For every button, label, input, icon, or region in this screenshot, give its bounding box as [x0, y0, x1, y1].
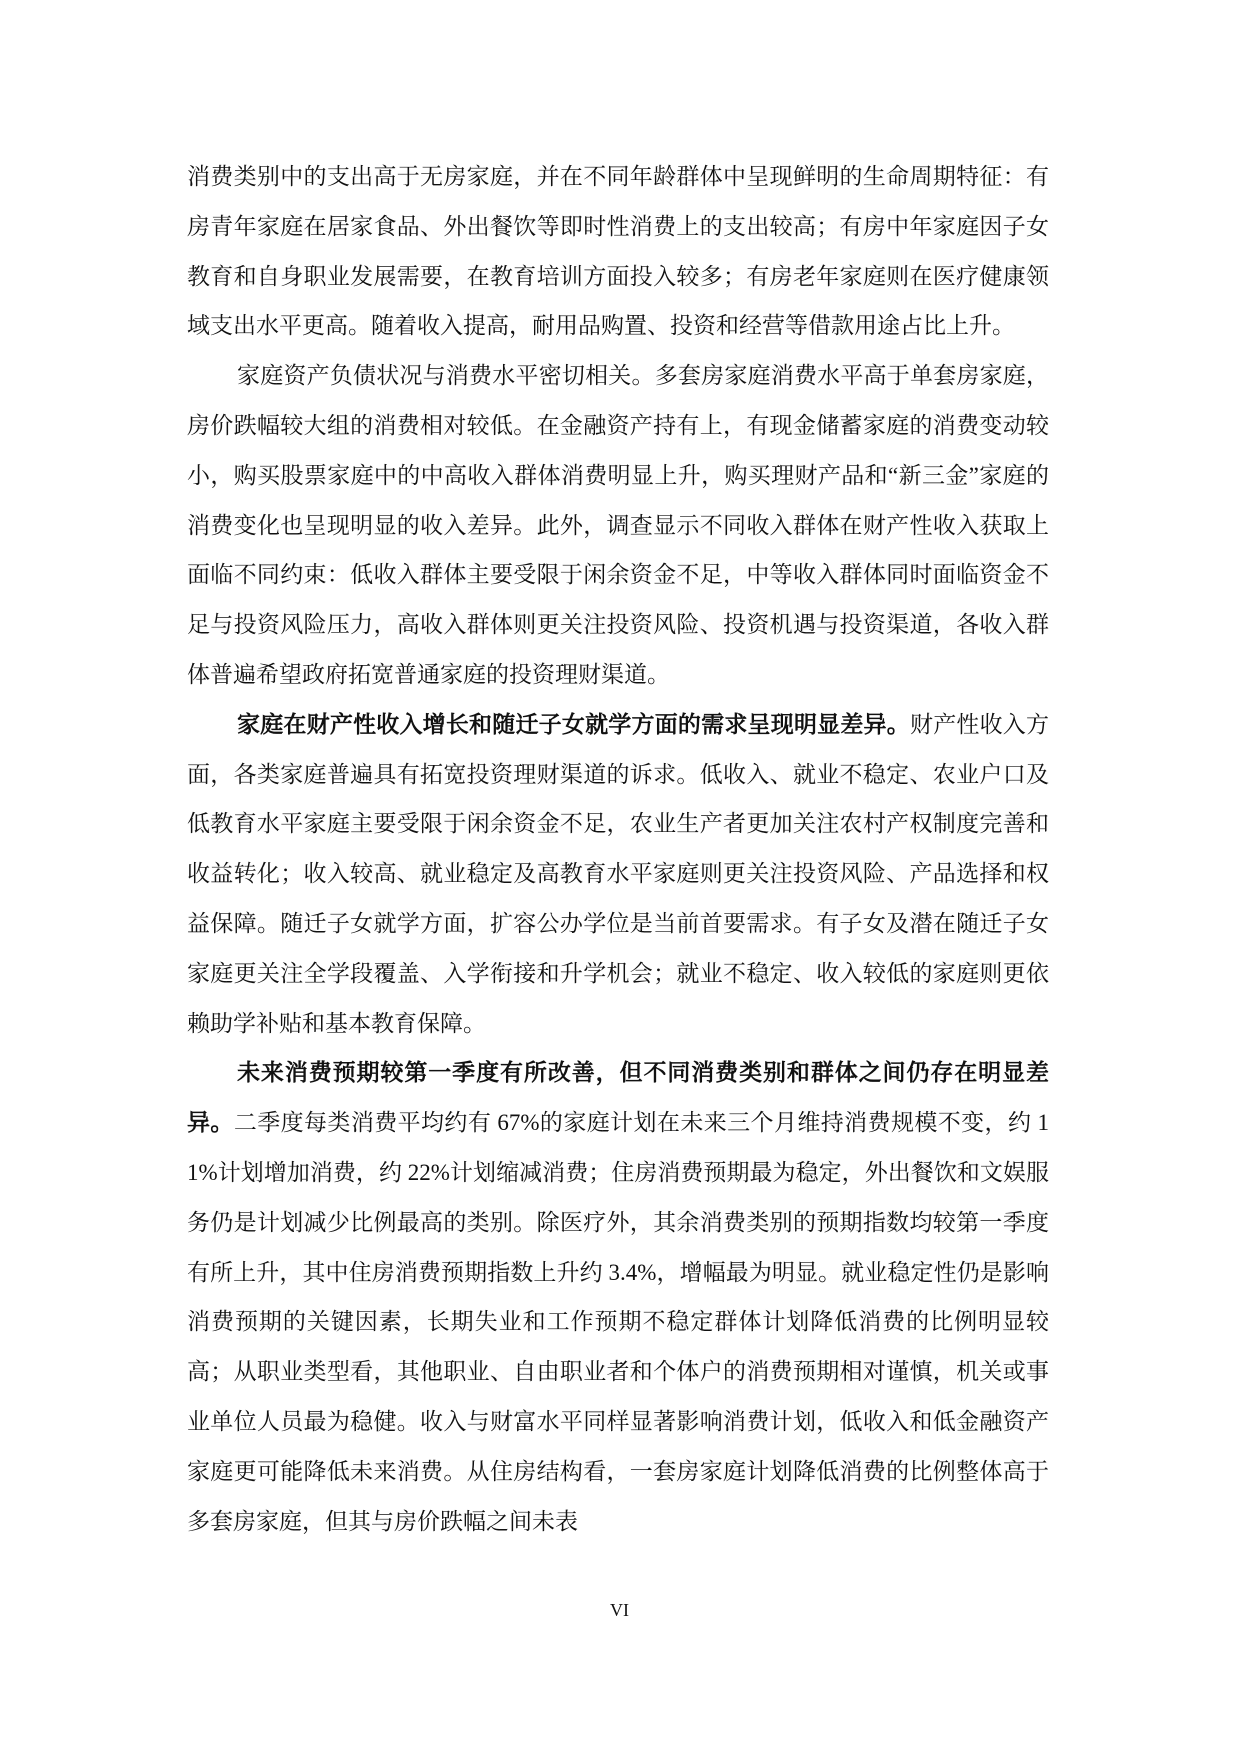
paragraph-consumption-expectations — [187, 1048, 1049, 1546]
paragraph-lead-sentence: 未来消费预期较第一季度有所改善，但不同消费类别和群体之间仍存在明显差异。 — [187, 1060, 1049, 1136]
paragraph-property-income-demand — [187, 700, 1049, 1049]
paragraph-lead-sentence: 家庭在财产性收入增长和随迁子女就学方面的需求呈现明显差异。 — [237, 711, 910, 737]
paragraph-text: 家庭资产负债状况与消费水平密切相关。多套房家庭消费水平高于单套房家庭，房价跌幅较大组的消费相对较低。在金融资产持有上，有现金储蓄家庭的消费变动较小，购买股票家庭中的中高收入群体消费明显上升，购买理财产品和“新三金”家庭的消费变化也呈现明显的收入差异。此外，调查显示不同收入群体在财产性收入获取上面临不同约束：低收入群体主要受限于闲余资金不足，中等收入群体同时面临资金不足与投资风险压力，高收入群体则更关注投资风险、投资机遇与投资渠道，各收入群体普遍希望政府拓宽普通家庭的投资理财渠道。 — [187, 363, 1049, 687]
paragraph-asset-liability — [187, 351, 1049, 700]
paragraph-text: 财产性收入方面，各类家庭普遍具有拓宽投资理财渠道的诉求。低收入、就业不稳定、农业户口及低教育水平家庭主要受限于闲余资金不足，农业生产者更加关注农村产权制度完善和收益转化；收入较高、就业稳定及高教育水平家庭则更关注投资风险、产品选择和权益保障。随迁子女就学方面，扩容公办学位是当前首要需求。有子女及潜在随迁子女家庭更关注全学段覆盖、入学衔接和升学机会；就业不稳定、收入较低的家庭则更依赖助学补贴和基本教育保障。 — [187, 711, 1050, 1036]
page-number: VI — [610, 1600, 629, 1620]
paragraph-text: 消费类别中的支出高于无房家庭，并在不同年龄群体中呈现鲜明的生命周期特征：有房青年家庭在居家食品、外出餐饮等即时性消费上的支出较高；有房中年家庭因子女教育和自身职业发展需要，在教育培训方面投入较多；有房老年家庭则在医疗健康领域支出水平更高。随着收入提高，耐用品购置、投资和经营等借款用途占比上升。 — [187, 164, 1049, 339]
paragraph-continuation — [187, 152, 1049, 351]
paragraph-text: 二季度每类消费平均约有 67%的家庭计划在未来三个月维持消费规模不变，约 11%计划增加消费，约 22%计划缩减消费；住房消费预期最为稳定，外出餐饮和文娱服务仍是计划减少比例最高的类别。除医疗外，其余消费类别的预期指数均较第一季度有所上升，其中住房消费预期指数上升约 3.4%，增幅最为明显。就业稳定性仍是影响消费预期的关键因素，长期失业和工作预期不稳定群体计划降低消费的比例明显较高；从职业类型看，其他职业、自由职业者和个体户的消费预期相对谨慎，机关或事业单位人员最为稳健。收入与财富水平同样显著影响消费计划，低收入和低金融资产家庭更可能降低未来消费。从住房结构看，一套房家庭计划降低消费的比例整体高于多套房家庭，但其与房价跌幅之间未表 — [187, 1110, 1049, 1534]
document-body — [187, 152, 1049, 1546]
